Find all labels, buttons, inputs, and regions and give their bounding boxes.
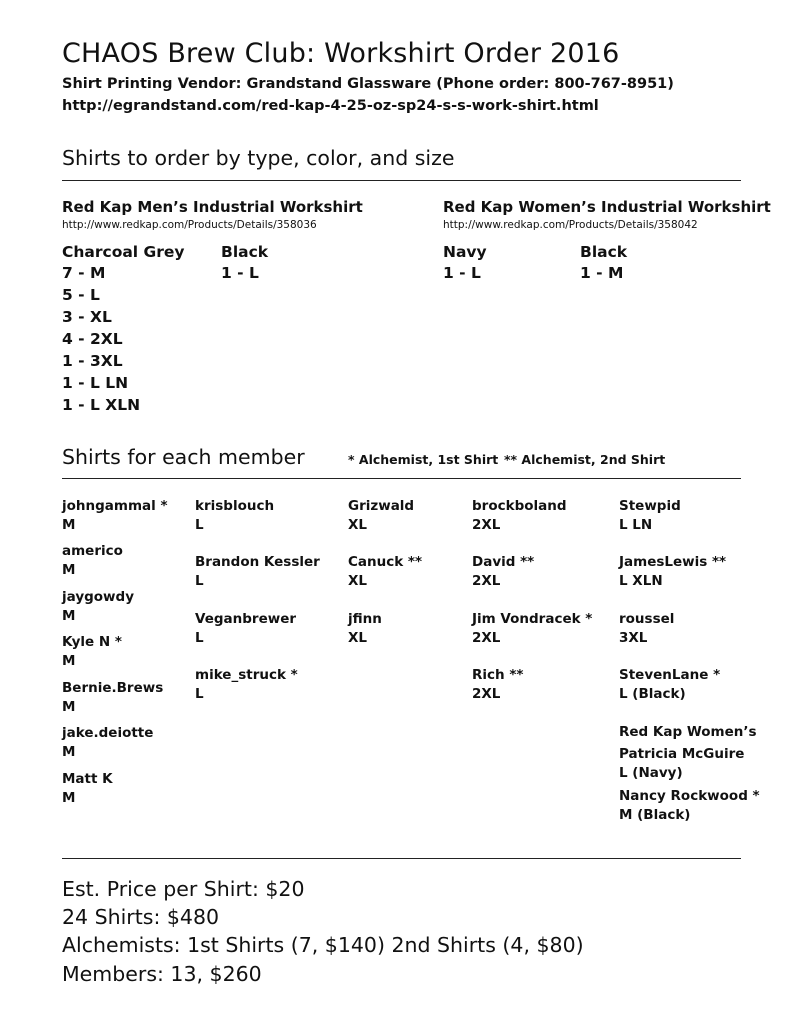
vendor-line: Shirt Printing Vendor: Grandstand Glassware (Phone order: 800-767-8951) — [62, 76, 674, 92]
order-item: 1 - M — [580, 264, 624, 282]
member-entry — [348, 610, 382, 648]
member-entry — [619, 745, 744, 783]
member-size: M — [62, 699, 76, 715]
member-name: JamesLewis ** — [619, 554, 727, 570]
alchemist-second-note: ** Alchemist, 2nd Shirt — [504, 452, 666, 467]
member-size: M — [62, 517, 76, 533]
member-size: L (Black) — [619, 686, 686, 702]
member-size: XL — [348, 573, 368, 589]
member-name: americo — [62, 543, 123, 559]
member-name: Kyle N * — [62, 634, 122, 650]
member-name: Stewpid — [619, 498, 681, 514]
order-heading: Shirts to order by type, color, and size — [62, 146, 455, 170]
order-item: 1 - L — [221, 264, 259, 282]
color-heading: Navy — [443, 243, 487, 261]
member-size: M — [62, 562, 76, 578]
member-entry — [62, 679, 163, 717]
member-name: jaygowdy — [62, 589, 134, 605]
member-name: mike_struck * — [195, 667, 298, 683]
member-entry — [472, 553, 534, 591]
member-size: 2XL — [472, 630, 501, 646]
member-entry — [619, 787, 760, 825]
member-entry — [62, 633, 122, 671]
member-name: brockboland — [472, 498, 567, 514]
member-size: M — [62, 653, 76, 669]
order-item: 3 - XL — [62, 308, 112, 326]
member-entry — [619, 497, 681, 535]
mens-shirt-url: http://www.redkap.com/Products/Details/358036 — [62, 219, 317, 231]
member-name: Rich ** — [472, 667, 524, 683]
vendor-url: http://egrandstand.com/red-kap-4-25-oz-sp24-s-s-work-shirt.html — [62, 98, 599, 114]
member-name: jfinn — [348, 611, 382, 627]
order-column-mens-black — [221, 243, 268, 284]
member-size: L — [195, 686, 204, 702]
mens-shirt-name: Red Kap Men’s Industrial Workshirt — [62, 198, 363, 216]
page-title: CHAOS Brew Club: Workshirt Order 2016 — [62, 38, 620, 69]
member-entry — [619, 553, 726, 591]
divider — [62, 858, 741, 859]
member-entry — [348, 497, 414, 535]
member-size: 2XL — [472, 573, 501, 589]
members-heading: Shirts for each member — [62, 445, 305, 469]
member-size: XL — [348, 517, 368, 533]
order-item: 1 - 3XL — [62, 352, 123, 370]
member-entry — [472, 666, 523, 704]
order-item: 7 - M — [62, 264, 106, 282]
alchemist-first-note: * Alchemist, 1st Shirt — [348, 452, 499, 467]
member-entry — [62, 588, 134, 626]
order-item: 5 - L — [62, 286, 100, 304]
member-entry — [62, 770, 113, 808]
member-entry — [195, 610, 296, 648]
member-size: XL — [348, 630, 368, 646]
member-entry — [62, 542, 123, 580]
member-name: Grizwald — [348, 498, 415, 514]
member-size: L — [195, 517, 204, 533]
member-entry — [195, 497, 274, 535]
member-size: M — [62, 790, 76, 806]
member-entry — [348, 553, 422, 591]
member-entry — [472, 497, 567, 535]
total-shirts: 24 Shirts: $480 — [62, 905, 220, 929]
member-entry — [472, 610, 592, 648]
order-column-charcoal — [62, 243, 185, 416]
member-name: Patricia McGuire — [619, 746, 745, 762]
order-item: 1 - L XLN — [62, 396, 141, 414]
member-name: Canuck ** — [348, 554, 423, 570]
members-summary: Members: 13, $260 — [62, 962, 262, 986]
member-entry — [62, 724, 153, 762]
member-name: jake.deiotte — [62, 725, 154, 741]
member-size: 2XL — [472, 686, 501, 702]
color-heading: Black — [580, 243, 628, 261]
member-entry — [62, 497, 168, 535]
alchemists-summary: Alchemists: 1st Shirts (7, $140) 2nd Shirts (4, $80) — [62, 933, 584, 957]
color-heading: Black — [221, 243, 269, 261]
member-name: Nancy Rockwood * — [619, 788, 760, 804]
member-name: Bernie.Brews — [62, 680, 164, 696]
member-size: L — [195, 573, 204, 589]
member-entry — [619, 610, 674, 648]
member-name: roussel — [619, 611, 675, 627]
member-size: L XLN — [619, 573, 663, 589]
womens-members-label: Red Kap Women’s — [619, 724, 757, 740]
divider — [62, 478, 741, 479]
order-item: 1 - L — [443, 264, 481, 282]
color-heading: Charcoal Grey — [62, 243, 185, 261]
member-name: johngammal * — [62, 498, 168, 514]
order-column-navy — [443, 243, 487, 284]
womens-shirt-name: Red Kap Women’s Industrial Workshirt — [443, 198, 771, 216]
member-size: L — [195, 630, 204, 646]
womens-shirt-url: http://www.redkap.com/Products/Details/358042 — [443, 219, 698, 231]
member-size: L (Navy) — [619, 765, 683, 781]
member-name: Brandon Kessler — [195, 554, 320, 570]
member-entry — [619, 666, 720, 704]
member-entry — [195, 553, 320, 591]
price-per-shirt: Est. Price per Shirt: $20 — [62, 877, 305, 901]
member-name: StevenLane * — [619, 667, 721, 683]
member-name: Matt K — [62, 771, 113, 787]
member-name: Veganbrewer — [195, 611, 297, 627]
divider — [62, 180, 741, 181]
member-name: Jim Vondracek * — [472, 611, 593, 627]
member-name: krisblouch — [195, 498, 275, 514]
member-size: M — [62, 608, 76, 624]
member-size: L LN — [619, 517, 653, 533]
member-name: David ** — [472, 554, 535, 570]
order-item: 1 - L LN — [62, 374, 129, 392]
member-size: 3XL — [619, 630, 648, 646]
member-size: M (Black) — [619, 807, 691, 823]
order-item: 4 - 2XL — [62, 330, 123, 348]
member-entry — [195, 666, 298, 704]
member-size: 2XL — [472, 517, 501, 533]
member-size: M — [62, 744, 76, 760]
order-column-womens-black — [580, 243, 627, 284]
